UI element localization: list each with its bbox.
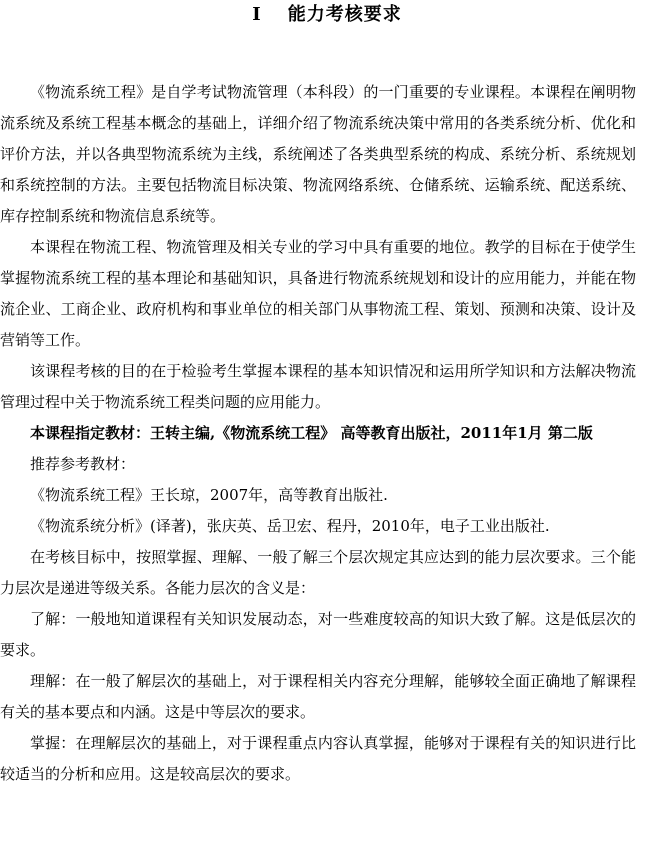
paragraph-exam-purpose: 该课程考核的目的在于检验考生掌握本课程的基本知识情况和运用所学知识和方法解决物流管理过程中关于物流系统工程类问题的应用能力。 <box>0 362 636 411</box>
reference-item: 《物流系统分析》(译著)，张庆英、岳卫宏、程丹，2010年，电子工业出版社. <box>30 517 550 535</box>
paragraph-level-understand-general: 了解：一般地知道课程有关知识发展动态，对一些难度较高的知识大致了解。这是低层次的要求。 <box>0 610 636 659</box>
paragraph-textbook: 本课程指定教材：王转主编,《物流系统工程》 高等教育出版社，2011年1月 第二版 <box>30 424 593 442</box>
section-title: 能力考核要求 <box>287 4 402 25</box>
paragraph-course-intro: 《物流系统工程》是自学考试物流管理（本科段）的一门重要的专业课程。本课程在阐明物流系统及系统工程基本概念的基础上，详细介绍了物流系统决策中常用的各类系统分析、优化和评价方法，并以各典型物流系统为主线，系统阐述了各类典型系统的构成、系统分析、系统规划和系统控制的方法。主要包括物流目标决策、物流网络系统、仓储系统、运输系统、配送系统、库存控制系统和物流信息系统等。 <box>0 83 636 225</box>
reference-item: 《物流系统工程》王长琼，2007年，高等教育出版社. <box>30 486 388 504</box>
paragraph-level-comprehend: 理解：在一般了解层次的基础上，对于课程相关内容充分理解，能够较全面正确地了解课程有关的基本要点和内涵。这是中等层次的要求。 <box>0 672 636 721</box>
references-label: 推荐参考教材： <box>30 455 136 473</box>
document-body <box>0 77 636 790</box>
paragraph-level-master: 掌握：在理解层次的基础上，对于课程重点内容认真掌握，能够对于课程有关的知识进行比较适当的分析和应用。这是较高层次的要求。 <box>0 734 636 783</box>
paragraph-course-goal: 本课程在物流工程、物流管理及相关专业的学习中具有重要的地位。教学的目标在于使学生掌握物流系统工程的基本理论和基础知识，具备进行物流系统规划和设计的应用能力，并能在物流企业、工商企业、政府机构和事业单位的相关部门从事物流工程、策划、预测和决策、设计及营销等工作。 <box>0 238 636 349</box>
section-number: I <box>252 4 262 25</box>
section-heading <box>0 4 654 26</box>
paragraph-levels-intro: 在考核目标中，按照掌握、理解、一般了解三个层次规定其应达到的能力层次要求。三个能力层次是递进等级关系。各能力层次的含义是： <box>0 548 636 597</box>
